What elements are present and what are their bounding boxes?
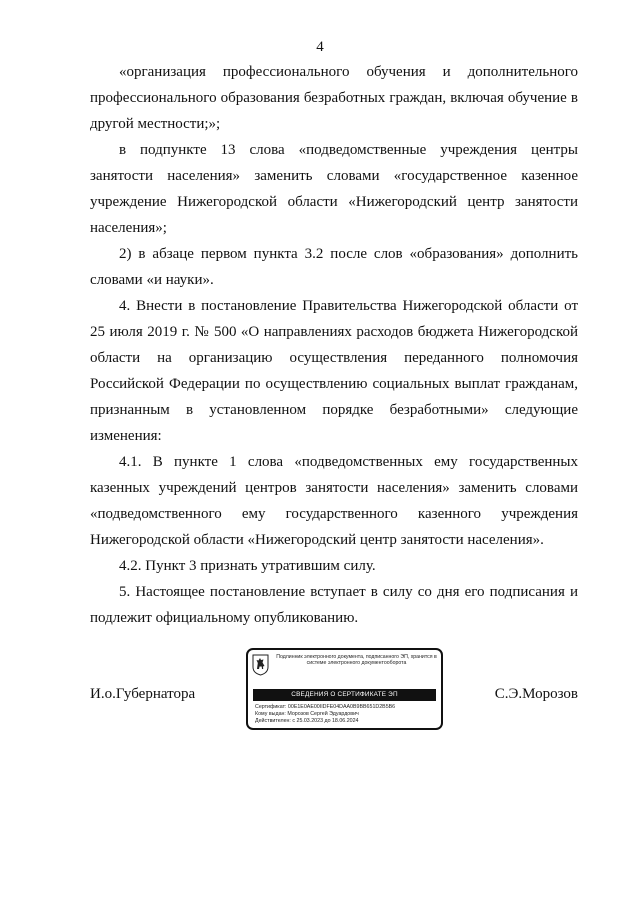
paragraph: 4.1. В пункте 1 слова «подведомственных ему государственных казенных учреждений центров занятости населения» заменить словами «подведомственного ему государственного казенного учреждения Нижегородской области «Нижегородский центр занятости населения». [90,454,578,548]
coat-of-arms-icon [252,654,269,676]
ep-details [255,704,437,725]
paragraph: 4. Внести в постановление Правительства Нижегородской области от 25 июля 2019 г. № 500 «О направлениях расходов бюджета Нижегородской области на организацию осуществления переданного полномочия Российской Федерации по осуществлению социальных выплат гражданам, признанным в установленном порядке безработными» следующие изменения: [90,298,578,444]
certificate-owner: Кому выдан: Морозов Сергей Эдуардович [255,711,359,717]
paragraph: 2) в абзаце первом пункта 3.2 после слов «образования» дополнить словами «и науки». [90,246,578,288]
page-number: 4 [316,39,324,55]
certificate-number: Сертификат: 00E1E0AE00IIDFE04DAA0B9BB651D2B5B6 [255,704,396,710]
ep-header: СВЕДЕНИЯ О СЕРТИФИКАТЕ ЭП [253,689,436,701]
certificate-validity: Действителен: с 25.03.2023 до 18.06.2024 [255,718,359,724]
paragraph: в подпункте 13 слова «подведомственные учреждения центры занятости населения» заменить словами «государственное казенное учреждение Нижегородской области «Нижегородский центр занятости населения»; [90,142,578,236]
signature-block [90,648,578,736]
paragraph: 4.2. Пункт 3 признать утратившим силу. [119,558,376,574]
document-body [90,59,578,631]
ep-note: Подлинник электронного документа, подписанного ЭП, хранится в системе электронного документооборота [276,654,437,667]
signer-title: И.о.Губернатора [90,686,196,702]
signer-name: С.Э.Морозов [494,686,578,702]
paragraph: «организация профессионального обучения и дополнительного профессионального образования безработных граждан, включая обучение в другой местности;»; [90,64,578,132]
paragraph: 5. Настоящее постановление вступает в силу со дня его подписания и подлежит официальному опубликованию. [90,584,578,626]
electronic-signature-stamp [246,648,443,730]
